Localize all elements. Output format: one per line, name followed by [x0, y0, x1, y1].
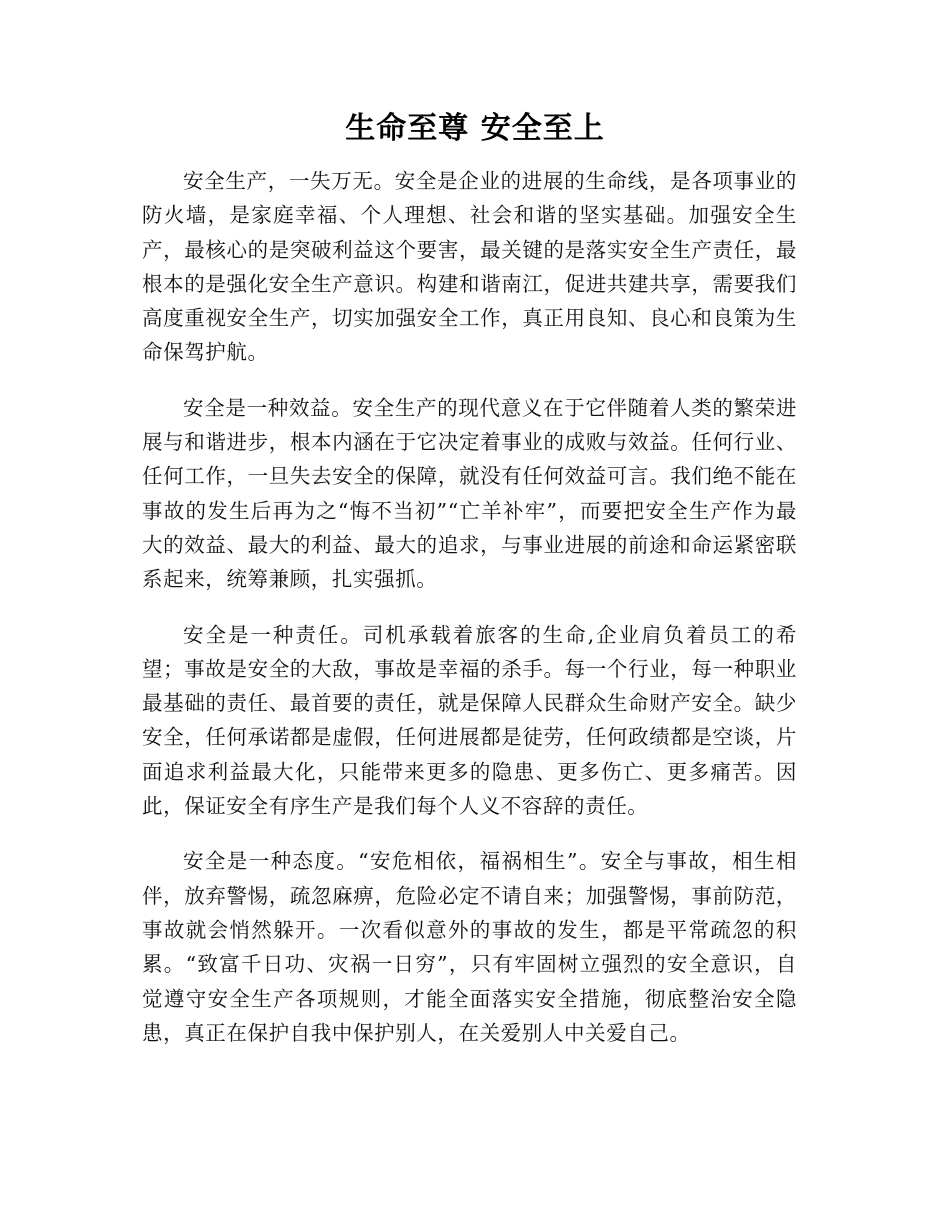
paragraph-3: 安全是一种责任。司机承载着旅客的生命,企业肩负着员工的希望；事故是安全的大敌，事故是幸福的杀手。每一个行业，每一种职业最基础的责任、最首要的责任，就是保障人民群众生命财产安全。缺少安全，任何承诺都是虚假，任何进展都是徒劳，任何政绩都是空谈，片面追求利益最大化，只能带来更多的隐患、更多伤亡、更多痛苦。因此，保证安全有序生产是我们每个人义不容辞的责任。	[142, 622, 797, 819]
paragraph-1: 安全生产，一失万无。安全是企业的进展的生命线，是各项事业的防火墙，是家庭幸福、个人理想、社会和谐的坚实基础。加强安全生产，最核心的是突破利益这个要害，最关键的是落实安全生产责任，最根本的是强化安全生产意识。构建和谐南江，促进共建共享，需要我们高度重视安全生产，切实加强安全工作，真正用良知、良心和良策为生命保驾护航。	[142, 169, 797, 365]
paragraph-4: 安全是一种态度。“安危相依，福祸相生”。安全与事故，相生相伴，放弃警惕，疏忽麻痹，危险必定不请自来；加强警惕，事前防范，事故就会悄然躲开。一次看似意外的事故的发生，都是平常疏忽的积累。“致富千日功、灾祸一日穷”，只有牢固树立强烈的安全意识，自觉遵守安全生产各项规则，才能全面落实安全措施，彻底整治安全隐患，真正在保护自我中保护别人，在关爱别人中关爱自己。	[142, 849, 797, 1045]
paragraph-2: 安全是一种效益。安全生产的现代意义在于它伴随着人类的繁荣进展与和谐进步，根本内涵在于它决定着事业的成败与效益。任何行业、任何工作，一旦失去安全的保障，就没有任何效益可言。我们绝不能在事故的发生后再为之“悔不当初”“亡羊补牢”，而要把安全生产作为最大的效益、最大的利益、最大的追求，与事业进展的前途和命运紧密联系起来，统筹兼顾，扎实强抓。	[142, 395, 797, 592]
document-body	[142, 164, 797, 1071]
page-title: 生命至尊 安全至上	[345, 111, 605, 146]
